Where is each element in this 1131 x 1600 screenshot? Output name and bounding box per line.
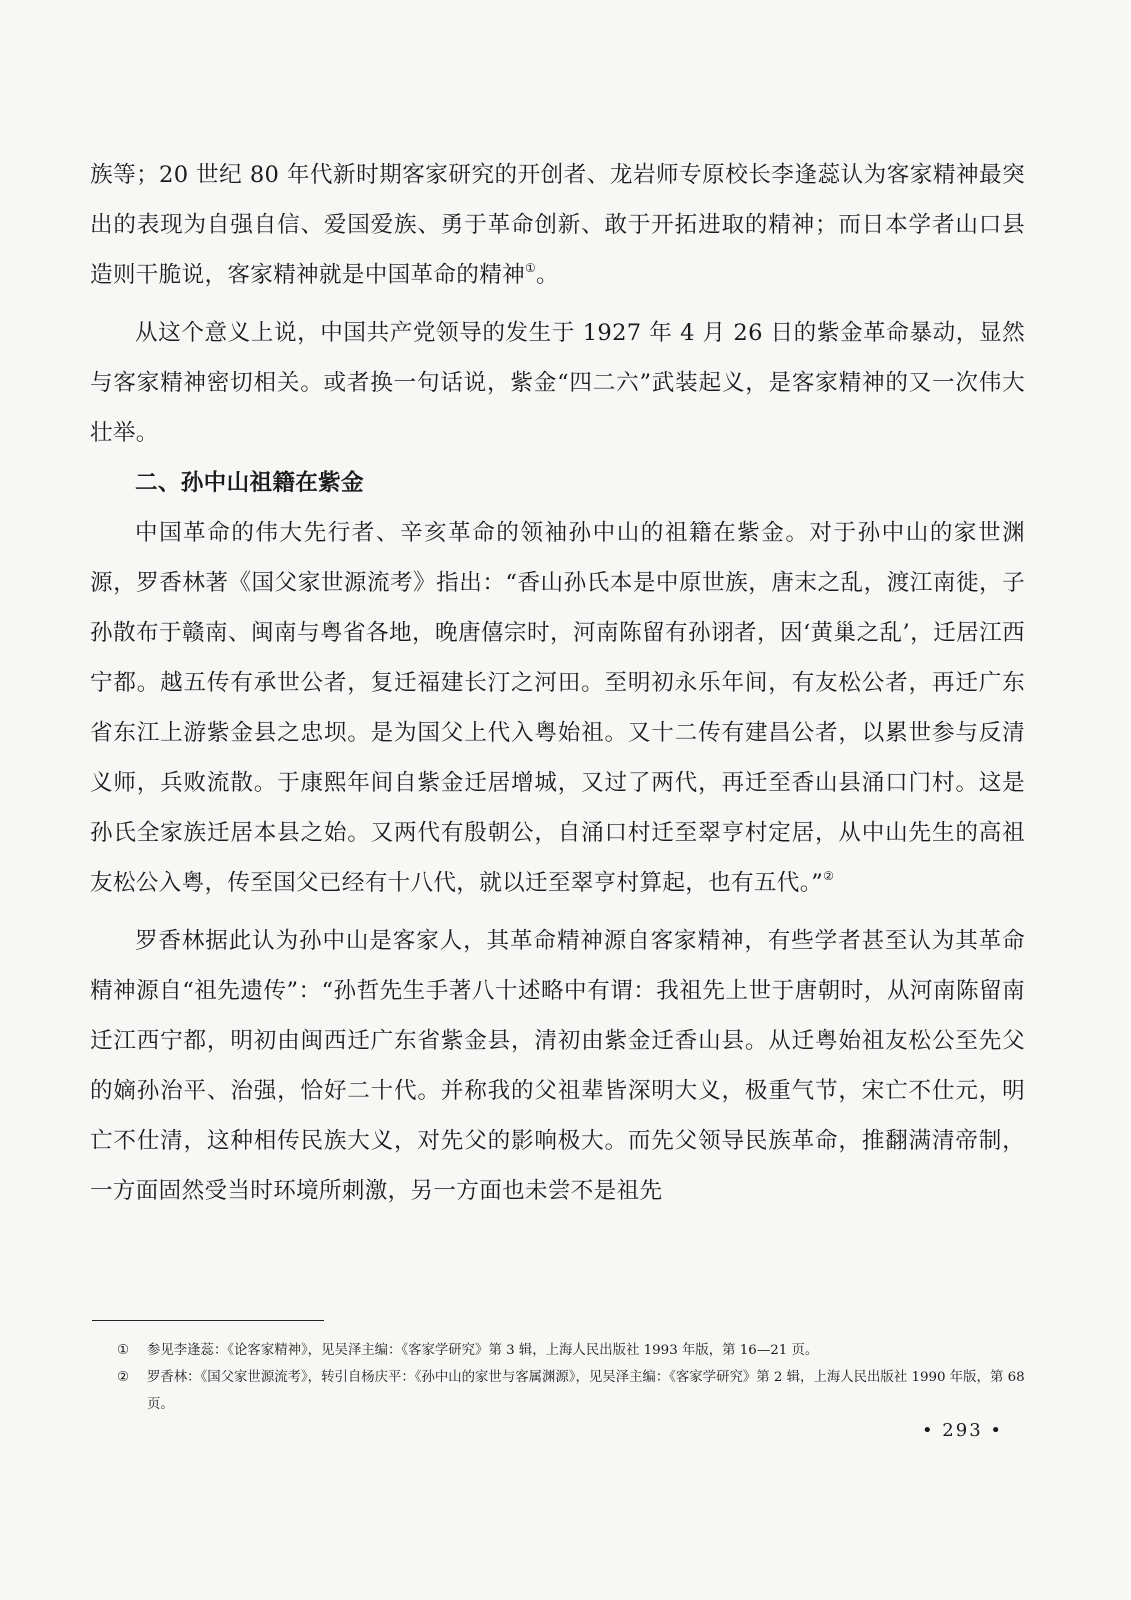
paragraph-4: 罗香林据此认为孙中山是客家人，其革命精神源自客家精神，有些学者甚至认为其革命精神源自“祖先遗传”：“孙哲先生手著八十述略中有谓：我祖先上世于唐朝时，从河南陈留南迁江西宁都，明初由闽西迁广东省紫金县，清初由紫金迁香山县。从迁粤始祖友松公至先父的嫡孙治平、治强，恰好二十代。并称我的父祖辈皆深明大义，极重气节，宋亡不仕元，明亡不仕清，这种相传民族大义，对先父的影响极大。而先父领导民族革命，推翻满清帝制，一方面固然受当时环境所刺激，另一方面也未尝不是祖先 bbox=[90, 928, 1025, 1204]
footnote-2-mark: ② bbox=[117, 1370, 130, 1385]
paragraph-3-text: 中国革命的伟大先行者、辛亥革命的领袖孙中山的祖籍在紫金。对于孙中山的家世渊源，罗香林著《国父家世源流考》指出：“香山孙氏本是中原世族，唐末之乱，渡江南徙，子孙散布于赣南、闽南与粤省各地，晚唐僖宗时，河南陈留有孙诩者，因‘黄巢之乱’，迁居江西宁都。越五传有承世公者，复迁福建长汀之河田。至明初永乐年间，有友松公者，再迁广东省东江上游紫金县之忠坝。是为国父上代入粤始祖。又十二传有建昌公者，以累世参与反清义师，兵败流散。于康熙年间自紫金迁居增城，又过了两代，再迁至香山县涌口门村。这是孙氏全家族迁居本县之始。又两代有殷朝公，自涌口村迁至翠亨村定居，从中山先生的高祖友松公入粤，传至国父已经有十八代，就以迁至翠亨村算起，也有五代。” bbox=[90, 520, 1025, 896]
paragraph-1 bbox=[90, 150, 1025, 300]
paragraph-1-text: 族等；20 世纪 80 年代新时期客家研究的开创者、龙岩师专原校长李逢蕊认为客家精神最突出的表现为自强自信、爱国爱族、勇于革命创新、敢于开拓进取的精神；而日本学者山口县造则干脆说，客家精神就是中国革命的精神 bbox=[90, 162, 1025, 288]
footnote-2-text: 罗香林：《国父家世源流考》，转引自杨庆平：《孙中山的家世与客属渊源》，见吴泽主编：《客家学研究》第 2 辑，上海人民出版社 1990 年版，第 68 页。 bbox=[147, 1370, 1025, 1412]
section-heading: 二、孙中山祖籍在紫金 bbox=[135, 470, 364, 496]
paragraph-2: 从这个意义上说，中国共产党领导的发生于 1927 年 4 月 26 日的紫金革命暴动，显然与客家精神密切相关。或者换一句话说，紫金“四二六”武装起义，是客家精神的又一次伟大壮举。 bbox=[90, 320, 1025, 446]
footnote-ref-2: ② bbox=[823, 869, 835, 883]
footnote-separator bbox=[92, 1320, 324, 1321]
footnote-1-mark: ① bbox=[117, 1343, 130, 1358]
footnote-1-text: 参见李逢蕊：《论客家精神》，见吴泽主编：《客家学研究》第 3 辑，上海人民出版社 1993 年版，第 16—21 页。 bbox=[147, 1343, 819, 1358]
main-text bbox=[90, 150, 1025, 1216]
page-number: • 293 • bbox=[921, 1420, 1003, 1441]
paragraph-1-end: 。 bbox=[536, 262, 559, 288]
footnote-2 bbox=[92, 1364, 1027, 1418]
footnote-1 bbox=[92, 1337, 1027, 1364]
footnotes bbox=[92, 1337, 1027, 1418]
paragraph-3 bbox=[90, 508, 1025, 908]
footnote-ref-1: ① bbox=[524, 261, 537, 275]
